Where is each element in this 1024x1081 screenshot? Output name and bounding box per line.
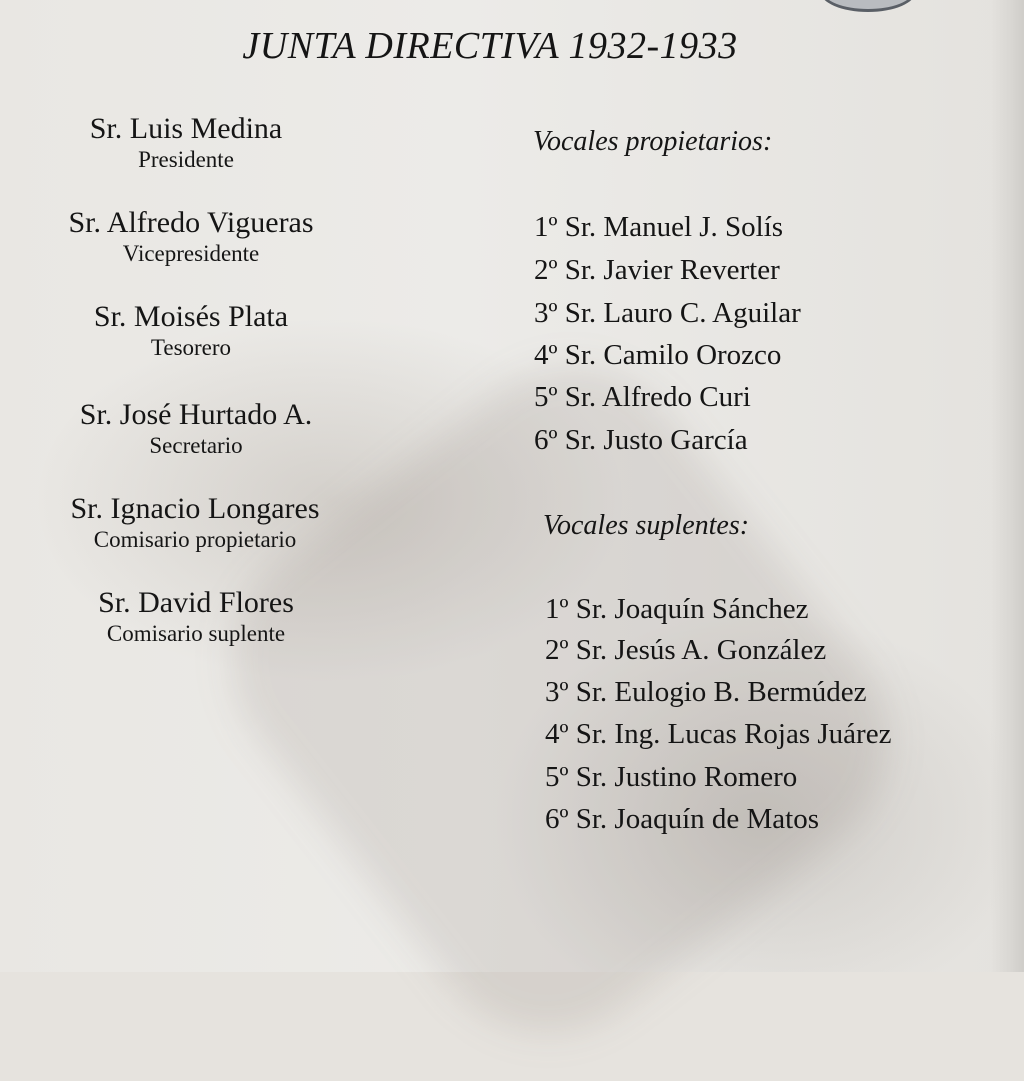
officer-role: Vicepresidente: [122, 241, 260, 266]
vocal-suplente: 4º Sr. Ing. Lucas Rojas Juárez: [545, 718, 892, 750]
vocal-suplente: 2º Sr. Jesús A. González: [545, 634, 827, 666]
officer-name: Sr. José Hurtado A.: [79, 398, 313, 431]
officer-president: [66, 112, 306, 174]
vocal-propietario: 5º Sr. Alfredo Curi: [534, 381, 751, 413]
page-title: JUNTA DIRECTIVA 1932-1933: [242, 25, 738, 67]
vocal-propietario: 1º Sr. Manuel J. Solís: [534, 211, 784, 243]
officer-commissioner-owner: [40, 492, 350, 554]
officer-name: Sr. Alfredo Vigueras: [68, 206, 314, 239]
page-edge: [990, 0, 1024, 972]
officer-secretary: [46, 398, 346, 460]
vocal-propietario: 6º Sr. Justo García: [534, 424, 748, 456]
officer-name: Sr. Moisés Plata: [93, 300, 289, 333]
vocal-suplente: 5º Sr. Justino Romero: [545, 761, 798, 793]
officer-vicepresident: [36, 206, 346, 268]
corner-object: [820, 0, 916, 12]
officer-role: Comisario suplente: [106, 621, 286, 646]
officer-role: Secretario: [149, 433, 243, 458]
officer-name: Sr. Ignacio Longares: [70, 492, 320, 525]
vocal-suplente: 6º Sr. Joaquín de Matos: [545, 803, 820, 835]
officer-commissioner-substitute: [66, 586, 326, 648]
vocales-suplentes-heading: Vocales suplentes:: [543, 510, 750, 541]
officer-role: Tesorero: [150, 335, 232, 360]
officer-name: Sr. Luis Medina: [89, 112, 283, 145]
officer-role: Comisario propietario: [93, 527, 297, 552]
vocal-propietario: 4º Sr. Camilo Orozco: [534, 339, 782, 371]
vocal-suplente: 3º Sr. Eulogio B. Bermúdez: [545, 676, 867, 708]
vocal-propietario: 2º Sr. Javier Reverter: [534, 254, 780, 286]
officer-role: Presidente: [138, 147, 234, 172]
officer-name: Sr. David Flores: [98, 586, 294, 619]
vocal-suplente: 1º Sr. Joaquín Sánchez: [545, 593, 809, 625]
vocales-propietarios-heading: Vocales propietarios:: [533, 126, 773, 157]
officer-treasurer: [66, 300, 316, 362]
vocal-propietario: 3º Sr. Lauro C. Aguilar: [534, 297, 801, 329]
